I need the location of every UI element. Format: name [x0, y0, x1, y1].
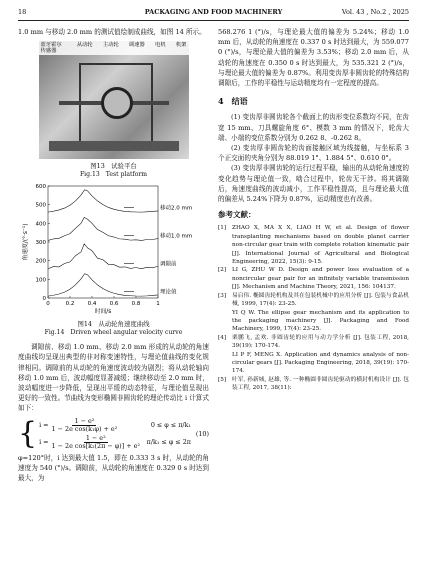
label-governor: 调速器	[128, 42, 145, 49]
base-shape	[49, 141, 179, 151]
reference-item	[218, 351, 409, 376]
results-text: 568.276 1 (°)/s，与理论最大值的偏差为 5.24%；移动 1.0 mm 后，从动轮的角速度在 0.337 0 s 时达到最大，为 559.077 0 (°)/s，与理论最大值的偏差为 3.53%；移动 2.0 mm 后，从动轮的角速度在 0.350 0 s 时达到最大，为 535.321 2 (°)/s，与理论最大值的偏差为 0.87%。利用变齿厚非圆齿轮的特殊结构调隙后，工作的平稳性与运动精度均有一定程度的提高。	[218, 28, 409, 88]
y-tick-label: 400	[35, 221, 46, 228]
eq1-den: 1 − 2e cos(k₁φ) + e²	[51, 424, 118, 433]
eq1-lhs: i =	[39, 421, 49, 430]
fig13-caption-en: Fig.13 Test platform	[79, 171, 148, 179]
x-axis-label: 时间/s	[94, 309, 112, 316]
fig14-caption: 图14 从动轮角速度曲线	[77, 320, 150, 329]
y-tick-label: 600	[35, 184, 46, 191]
analysis-paragraph: 调隙前、移动 1.0 mm、移动 2.0 mm 形成的从动轮的角速度曲线均呈现出典型的非对称变速特性，与理论值曲线的变化规律相同。调隙前的从动轮的角速度波动较为剧烈；将从动轮轴向移动 1.0 mm 后，波动幅度显著减缓；继续移动至 2.0 mm 时，波动幅度进一步降低，呈现出平缓的动态特征，与理论值呈现出更好的一致性。节曲线为变形椭圆非圆齿轮的理论传动比 i 计算式如下：	[18, 343, 209, 413]
label-sensor: 蓝牙霍尔传感器	[40, 42, 62, 55]
tail-text: φ=120°时，i 达到最大值 1.5，即在 0.333 3 s 时，从动轮的角速度为 540 (°)/s。调隙前，从动轮的角速度在 0.329 0 s 时达到最大，为	[18, 453, 209, 483]
ref-text: 叶军, 孙新城, 赵雄, 等. 一种椭圆非圆齿轮驱动的横封机构设计 [J]. 包装工程, 2017, 38(11):	[232, 376, 409, 392]
header-rule	[18, 20, 409, 21]
ref-number	[218, 351, 232, 376]
series-line	[48, 218, 158, 241]
ref-number: [2]	[218, 267, 227, 274]
reference-item	[218, 292, 409, 309]
x-tick-label: 1	[156, 301, 160, 308]
label-driven-wheel: 从动轮	[76, 42, 93, 49]
label-frame: 机架	[175, 42, 187, 49]
conclusion-item-3: (3) 变齿厚非圆齿轮的运行过程平稳，输出的从动轮角速度的变化趋势与理论值一致，啮合过程中，轮齿无干涉。将其调隙后，角速度曲线的波动减小，工作平稳性提高，且与理论最大值的偏差从 5.24%下降为 0.87%，运动精度也有改善。	[218, 164, 409, 204]
ref-text: LI G, ZHU W D. Design and power loss evaluation of a noncircular gear pair for an infinitely variable transmission [J]. Mechanism and Machine Theory, 2021, 156: 104137.	[232, 267, 409, 291]
eq2-fraction	[52, 435, 140, 450]
reference-item	[218, 224, 409, 266]
conclusion-item-2: (2) 变齿厚非圆齿轮的齿面接触区域为线接触，与坐标系 3 个正交面的夹角分别为 88.019 1°、1.884 5°、0.610 0°。	[218, 144, 409, 163]
legend-label: 调隙前	[160, 261, 177, 268]
conclusion-heading: 4 结语	[218, 96, 248, 107]
test-platform-photo	[39, 41, 189, 159]
equation-row-1	[39, 417, 191, 434]
eq2-den: 1 − 2e cos[k₂(2π − φ)] + e²	[51, 441, 140, 450]
intro-text: 1.0 mm 与移动 2.0 mm 的测试值绘制成曲线，如图 14 所示。	[18, 28, 206, 36]
plot-frame	[48, 186, 158, 298]
y-tick-label: 300	[35, 240, 46, 247]
ref-text: YI Q W. The ellipse gear mechanism and its application to the packaging machinery [J]. Packaging and Food Machinery, 1999, 17(4): 23-25.	[232, 309, 409, 333]
y-axis-label: 角速度/(°·s⁻¹)	[23, 223, 29, 261]
references-list	[218, 224, 409, 392]
ref-number: [1]	[218, 225, 227, 232]
ref-number: [5]	[218, 376, 227, 383]
ref-text: ZHAO X, MA X X, LIAO H W, et al. Design of flower transplanting mechanisms based on double planet carrier non-circular gear train with complete rotation kinematic pair [J]. International Journal of Agricultural and Biological Engineering, 2022, 15(3): 9-15.	[232, 225, 409, 266]
ref-number	[218, 309, 232, 334]
page-number: 18	[18, 8, 27, 16]
x-tick-label: 0.6	[109, 301, 119, 308]
equation-brace: {	[18, 415, 38, 451]
reference-item	[218, 309, 409, 334]
volume-info: Vol. 43 , No.2 , 2025	[341, 8, 409, 16]
photo-labels	[39, 41, 189, 55]
y-tick-label: 100	[35, 277, 46, 284]
eq1-fraction	[52, 418, 118, 433]
equation-number: (10)	[195, 429, 209, 438]
series-line	[48, 190, 158, 212]
journal-name: PACKAGING AND FOOD MACHINERY	[144, 8, 283, 16]
right-column	[218, 27, 409, 393]
y-tick-label: 200	[35, 258, 46, 265]
ref-number: [4]	[218, 334, 227, 341]
series-line	[48, 274, 158, 296]
x-tick-label: 0.8	[131, 301, 141, 308]
eq2-lhs: i =	[39, 438, 49, 447]
eq1-num: 1 − e²	[74, 416, 95, 425]
label-motor: 电机	[155, 42, 166, 49]
left-column	[18, 27, 209, 483]
references-heading: 参考文献：	[218, 210, 256, 220]
eq2-condition: π/k₁ ≤ φ ≤ 2π	[146, 438, 191, 447]
legend-label: 移动1.0 mm	[160, 233, 193, 240]
eq1-condition: 0 ≤ φ ≤ π/k₁	[150, 421, 191, 430]
legend-label: 理论值	[160, 289, 177, 296]
y-tick-label: 500	[35, 202, 46, 209]
x-tick-label: 0.4	[87, 301, 97, 308]
reference-item	[218, 376, 409, 393]
equation-10	[18, 417, 209, 451]
gear-shape	[101, 87, 133, 119]
x-tick-label: 0	[46, 301, 50, 308]
fig13-caption: 图13 试验平台	[90, 162, 137, 171]
reference-item	[218, 266, 409, 291]
series-line	[48, 244, 158, 269]
page-header	[18, 8, 409, 20]
ref-text: 栗鹏飞, 孟欢. 非圆齿轮的应用与动力学分析 [J]. 包装工程, 2018, 39(19): 170-174.	[232, 334, 409, 350]
fig14-caption-en: Fig.14 Driven wheel angular velocity curve	[44, 329, 183, 337]
ref-text: 易启伟. 椭圆齿轮机构及其在包装机械中的应用分析 [J]. 包装与食品机械, 1999, 17(4): 23-25.	[232, 292, 409, 308]
legend-label: 移动2.0 mm	[160, 205, 193, 212]
conclusion-item-1: (1) 变齿厚非圆齿轮各个截面上的齿形变位系数均不同，在齿宽 15 mm、刀具螺旋角度 6°、模数 3 mm 的情况下，轮齿大端、小端的变位系数分别为 0.262 8、-0.262 8。	[218, 113, 409, 142]
eq2-num: 1 − e²	[85, 433, 106, 442]
angular-velocity-chart	[18, 182, 209, 320]
x-tick-label: 0.2	[65, 301, 75, 308]
ref-text: LI P F, MENG X. Application and dynamics analysis of non-circular gears [J]. Packaging Engineering, 2018, 39(19): 170-174.	[232, 351, 409, 375]
y-tick-label: 0	[42, 296, 46, 303]
equation-row-2	[39, 434, 191, 451]
ref-number: [3]	[218, 292, 227, 299]
reference-item	[218, 334, 409, 351]
label-driving-wheel: 主动轮	[102, 42, 119, 49]
